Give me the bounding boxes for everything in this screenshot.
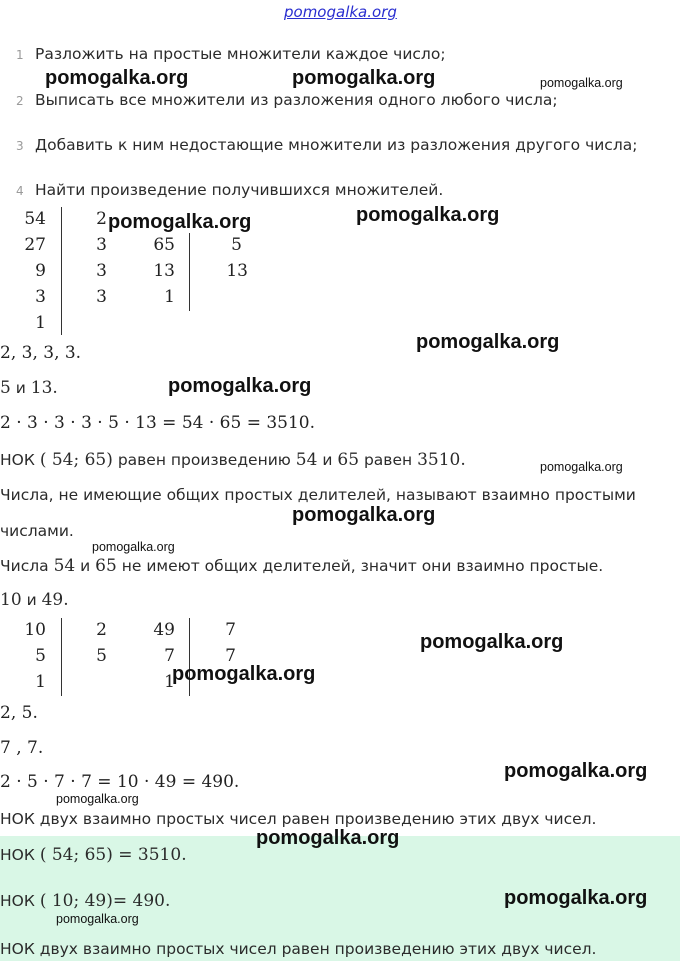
watermark: pomogalka.org	[504, 887, 648, 909]
math-value: ( 54; 65)	[39, 450, 113, 470]
product-line: 2 · 3 · 3 · 3 · 5 · 13 = 54 · 65 = 3510.	[0, 413, 316, 433]
step-text: Разложить на простые множители каждое число;	[35, 45, 446, 63]
watermark: pomogalka.org	[292, 67, 436, 89]
table-cell: 3	[96, 235, 107, 255]
watermark: pomogalka.org	[45, 67, 189, 89]
word: и	[26, 591, 37, 609]
step-text: Добавить к ним недостающие множители из разложения другого числа;	[35, 136, 638, 154]
word: равен произведению	[117, 451, 291, 469]
table-cell: 54	[24, 209, 46, 229]
table-cell: 2	[96, 620, 107, 640]
table-cell: 49	[153, 620, 175, 640]
table-cell: 13	[226, 261, 248, 281]
table-cell: 7	[225, 646, 236, 666]
divider	[61, 207, 62, 335]
math-value: 49.	[41, 590, 69, 610]
table-cell: 3	[35, 287, 46, 307]
table-cell: 10	[24, 620, 46, 640]
coprime-statement	[0, 556, 603, 576]
math-value: ( 54; 65) = 3510.	[39, 845, 187, 865]
answer-line	[0, 891, 170, 911]
word: и	[322, 451, 333, 469]
watermark: pomogalka.org	[56, 792, 139, 806]
answer-line: НОК двух взаимно простых чисел равен произведению этих двух чисел.	[0, 940, 597, 958]
table-cell: 5	[231, 235, 242, 255]
table-cell: 5	[35, 646, 46, 666]
watermark: pomogalka.org	[108, 211, 252, 233]
table-cell: 1	[164, 287, 175, 307]
factors-line: 2, 3, 3, 3.	[0, 343, 82, 363]
watermark: pomogalka.org	[420, 631, 564, 653]
step-number: 3	[16, 139, 24, 153]
nok-statement	[0, 450, 466, 470]
table-cell: 1	[35, 313, 46, 333]
step-text: Выписать все множители из разложения одного любого числа;	[35, 91, 558, 109]
numbers-line	[0, 590, 69, 610]
math-value: ( 10; 49)= 490.	[39, 891, 171, 911]
math-value: 13.	[30, 378, 58, 398]
math-value: 3510.	[417, 450, 466, 470]
word: и	[15, 379, 26, 397]
watermark: pomogalka.org	[356, 204, 500, 226]
rule-line: НОК двух взаимно простых чисел равен произведению этих двух чисел.	[0, 810, 597, 828]
watermark: pomogalka.org	[504, 760, 648, 782]
math-value: 54	[295, 450, 318, 470]
watermark: pomogalka.org	[292, 504, 436, 526]
divider	[61, 618, 62, 696]
product-line: 2 · 5 · 7 · 7 = 10 · 49 = 490.	[0, 772, 240, 792]
divider	[189, 233, 190, 311]
math-value: 5	[0, 378, 11, 398]
table-cell: 9	[35, 261, 46, 281]
word: Числа	[0, 557, 49, 575]
watermark: pomogalka.org	[256, 827, 400, 849]
table-cell: 1	[35, 672, 46, 692]
table-cell: 13	[153, 261, 175, 281]
step-text: Найти произведение получившихся множителей.	[35, 181, 444, 199]
watermark: pomogalka.org	[92, 540, 175, 554]
nok-label: НОК	[0, 892, 35, 910]
definition-line: числами.	[0, 522, 74, 540]
table-cell: 2	[96, 209, 107, 229]
answer-line	[0, 845, 187, 865]
nok-label: НОК	[0, 451, 35, 469]
table-cell: 5	[96, 646, 107, 666]
table-cell: 27	[24, 235, 46, 255]
factors-line	[0, 378, 58, 398]
watermark: pomogalka.org	[540, 460, 623, 474]
math-value: 65	[95, 556, 117, 576]
math-value: 10	[0, 590, 22, 610]
table-cell: 65	[153, 235, 175, 255]
factors-line: 7 , 7.	[0, 738, 44, 758]
word: равен	[363, 451, 413, 469]
watermark: pomogalka.org	[172, 663, 316, 685]
watermark: pomogalka.org	[168, 375, 312, 397]
nok-label: НОК	[0, 846, 35, 864]
table-cell: 3	[96, 261, 107, 281]
table-cell: 1	[164, 672, 175, 692]
watermark: pomogalka.org	[56, 912, 139, 926]
math-value: 65	[337, 450, 360, 470]
factors-line: 2, 5.	[0, 703, 38, 723]
step-number: 1	[16, 48, 24, 62]
word: и	[80, 557, 91, 575]
table-cell: 7	[225, 620, 236, 640]
table-cell: 7	[164, 646, 175, 666]
math-value: 54	[53, 556, 76, 576]
step-number: 4	[16, 184, 24, 198]
table-cell: 3	[96, 287, 107, 307]
site-link[interactable]: pomogalka.org	[284, 3, 397, 21]
word: не имеют общих делителей, значит они взаимно простые.	[121, 557, 604, 575]
definition-line: Числа, не имеющие общих простых делителей, называют взаимно простыми	[0, 486, 636, 504]
step-number: 2	[16, 94, 24, 108]
watermark: pomogalka.org	[416, 331, 560, 353]
watermark: pomogalka.org	[540, 76, 623, 90]
